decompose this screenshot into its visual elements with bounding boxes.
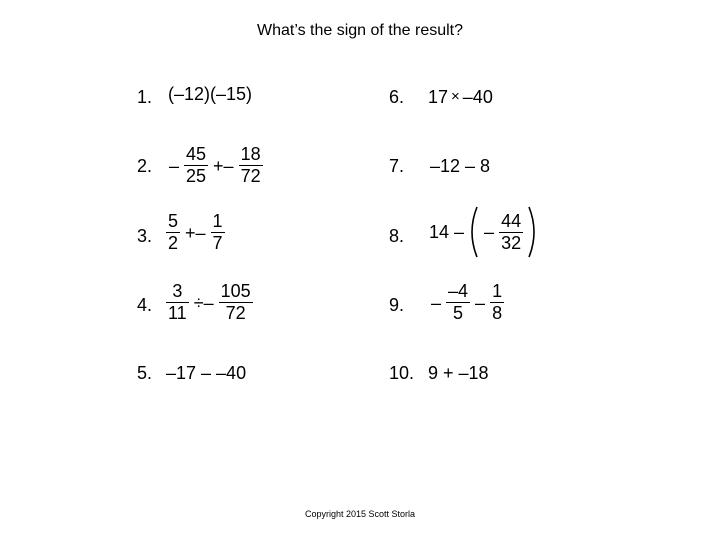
numerator: 44 (501, 210, 522, 231)
fraction (166, 282, 189, 323)
problem-number: 8. (389, 226, 405, 246)
expression-text: 17 (428, 87, 449, 107)
problem-expression (428, 282, 506, 323)
problem-expression (168, 85, 252, 103)
fraction (166, 212, 180, 253)
expression-text: –40 (462, 87, 493, 107)
denominator: 8 (492, 303, 503, 323)
copyright-footer: Copyright 2015 Scott Storla (304, 509, 416, 519)
minus-sign: – (484, 222, 495, 242)
problem-number: 9. (389, 295, 405, 315)
numerator: 5 (168, 211, 179, 231)
numerator: 105 (220, 281, 251, 301)
expression-text: 14 – (429, 222, 465, 242)
numerator: 1 (492, 281, 503, 301)
problem-number: 4. (137, 295, 153, 315)
numerator: 18 (240, 144, 261, 164)
fraction (211, 212, 225, 253)
denominator: 32 (501, 232, 522, 253)
problem-number: 6. (389, 87, 405, 107)
numerator: 45 (186, 144, 207, 164)
problem-number: 5. (137, 363, 153, 383)
denominator: 11 (168, 303, 187, 323)
problem-expression (166, 145, 265, 186)
problem-expression (164, 212, 227, 253)
problem-number: 3. (137, 226, 153, 246)
problem-expression (428, 88, 493, 106)
left-paren (466, 206, 479, 258)
problem-expression (164, 282, 255, 323)
numerator: 3 (172, 281, 183, 301)
multiply-sign: × (451, 88, 460, 105)
fraction (184, 145, 208, 186)
fraction (239, 145, 263, 186)
problem-number: 2. (137, 156, 153, 176)
denominator: 72 (240, 166, 261, 186)
fraction (499, 212, 523, 253)
operator: +– (185, 222, 206, 243)
right-paren (527, 206, 540, 258)
fraction (490, 282, 504, 323)
denominator: 2 (168, 233, 179, 253)
expression-text: –12 – 8 (430, 156, 491, 176)
minus-sign: – (431, 292, 442, 313)
operator: +– (213, 155, 234, 176)
numerator: –4 (448, 281, 469, 301)
expression-text: 9 + –18 (428, 363, 489, 383)
operator: – (475, 292, 486, 313)
denominator: 25 (186, 166, 207, 186)
problem-expression (430, 157, 490, 175)
operator: ÷– (193, 292, 214, 313)
problem-expression (429, 206, 542, 258)
numerator: 1 (212, 211, 223, 231)
problem-number: 10. (389, 363, 415, 383)
fraction (446, 282, 470, 323)
denominator: 7 (212, 233, 223, 253)
denominator: 5 (453, 303, 464, 323)
fraction (219, 282, 253, 323)
problem-number: 7. (389, 156, 405, 176)
problem-number: 1. (137, 87, 153, 107)
problem-expression (166, 364, 246, 382)
denominator: 72 (225, 303, 246, 323)
minus-sign: – (169, 155, 180, 176)
page-title: What’s the sign of the result? (256, 22, 464, 39)
problem-expression (428, 364, 489, 382)
expression-text: –17 – –40 (166, 363, 247, 383)
expression-text: (–12)(–15) (168, 84, 253, 104)
